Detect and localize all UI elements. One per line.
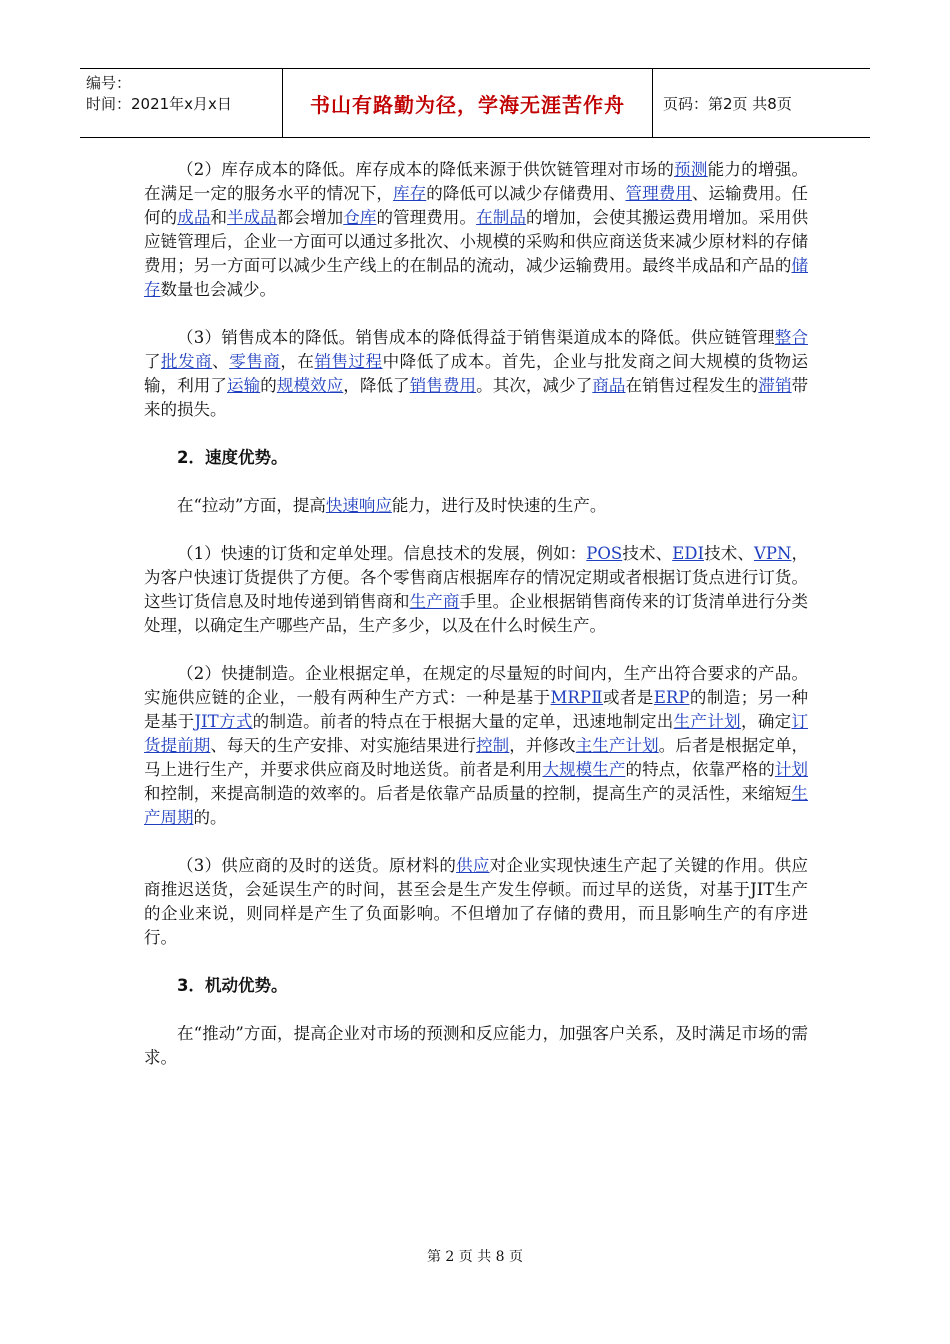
link-supply[interactable]: 供应 xyxy=(456,856,490,875)
document-body xyxy=(144,158,808,1094)
link-wip[interactable]: 在制品 xyxy=(476,208,526,227)
link-mass-production[interactable]: 大规模生产 xyxy=(542,760,626,779)
link-forecast[interactable]: 预测 xyxy=(674,160,708,179)
heading-speed-advantage: 2．速度优势。 xyxy=(177,448,288,467)
link-sales-expense[interactable]: 销售费用 xyxy=(409,376,477,395)
link-management-cost[interactable]: 管理费用 xyxy=(625,184,692,203)
link-semi-finished[interactable]: 半成品 xyxy=(227,208,277,227)
header-meta xyxy=(80,69,283,137)
paragraph-fast-ordering: （1）快速的订货和定单处理。信息技术的发展，例如：POS技术、EDI技术、VPN，为客户快速订货提供了方便。各个零售商店根据库存的情况定期或者根据订货点进行订货。这些订货信息及时地传递到销售商和生产商手里。企业根据销售商传来的订货清单进行分类处理，以确定生产哪些产品，生产多少，以及在什么时候生产。 xyxy=(144,544,809,635)
link-pos[interactable]: POS xyxy=(586,544,623,563)
link-vpn[interactable]: VPN xyxy=(753,544,792,563)
link-jit[interactable]: JIT方式 xyxy=(194,712,253,731)
header-motto: 书山有路勤为径，学海无涯苦作舟 xyxy=(283,69,653,137)
link-storage[interactable]: 储存 xyxy=(144,256,808,299)
header-page-number: 页码：第2页 共8页 xyxy=(663,94,792,113)
link-inventory[interactable]: 库存 xyxy=(393,184,427,203)
link-transport[interactable]: 运输 xyxy=(227,376,261,395)
link-retailer[interactable]: 零售商 xyxy=(229,352,281,371)
link-scale-effect[interactable]: 规模效应 xyxy=(276,376,344,395)
paragraph-push: 在“推动”方面，提高企业对市场的预测和反应能力，加强客户关系，及时满足市场的需求。 xyxy=(144,1024,808,1067)
link-quick-response[interactable]: 快速响应 xyxy=(325,496,392,515)
document-time-label: 时间：2021年x月x日 xyxy=(86,95,232,113)
link-master-schedule[interactable]: 主生产计划 xyxy=(575,736,659,755)
link-lead-time[interactable]: 订货提前期 xyxy=(144,712,809,755)
paragraph-fast-manufacturing: （2）快捷制造。企业根据定单，在规定的尽量短的时间内，生产出符合要求的产品。实施供应链的企业，一般有两种生产方式：一种是基于MRPⅡ或者是ERP的制造；另一种是基于JIT方式的制造。前者的特点在于根据大量的定单，迅速地制定出生产计划，确定订货提前期、每天的生产安排、对实施结果进行控制，并修改主生产计划。后者是根据定单，马上进行生产，并要求供应商及时地送货。前者是利用大规模生产的特点，依靠严格的计划和控制，来提高制造的效率的。后者是依靠产品质量的控制，提高生产的灵活性，来缩短生产周期的。 xyxy=(144,664,809,827)
link-wholesaler[interactable]: 批发商 xyxy=(161,352,213,371)
document-number-label: 编号： xyxy=(86,74,132,92)
paragraph-sales-cost: （3）销售成本的降低。销售成本的降低得益于销售渠道成本的降低。供应链管理整合了批发商、零售商，在销售过程中降低了成本。首先，企业与批发商之间大规模的货物运输，利用了运输的规模效应，降低了销售费用。其次，减少了商品在销售过程发生的滞销带来的损失。 xyxy=(144,328,809,419)
link-mrp2[interactable]: MRPⅡ xyxy=(550,688,604,707)
heading-mobility-advantage: 3．机动优势。 xyxy=(177,976,288,995)
link-finished-goods[interactable]: 成品 xyxy=(177,208,211,227)
page-header xyxy=(80,68,870,138)
link-sales-process[interactable]: 销售过程 xyxy=(314,352,383,371)
link-control[interactable]: 控制 xyxy=(476,736,510,755)
link-erp[interactable]: ERP xyxy=(653,688,690,707)
link-warehouse[interactable]: 仓库 xyxy=(343,208,377,227)
link-edi[interactable]: EDI xyxy=(672,544,704,563)
link-unsalable[interactable]: 滞销 xyxy=(758,376,792,395)
link-integration[interactable]: 整合 xyxy=(774,328,809,347)
link-production-plan[interactable]: 生产计划 xyxy=(673,712,741,731)
link-production-cycle[interactable]: 生产周期 xyxy=(144,784,808,827)
paragraph-pull: 在“拉动”方面，提高快速响应能力，进行及时快速的生产。 xyxy=(177,496,607,515)
link-plan[interactable]: 计划 xyxy=(774,760,809,779)
page-footer: 第 2 页 共 8 页 xyxy=(426,1249,524,1265)
link-goods[interactable]: 商品 xyxy=(592,376,626,395)
paragraph-supplier-delivery: （3）供应商的及时的送货。原材料的供应对企业实现快速生产起了关键的作用。供应商推迟送货，会延误生产的时间，甚至会是生产发生停顿。而过早的送货，对基于JIT生产的企业来说，则同样是产生了负面影响。不但增加了存储的费用，而且影响生产的有序进行。 xyxy=(144,856,809,947)
paragraph-inventory-cost: （2）库存成本的降低。库存成本的降低来源于供饮链管理对市场的预测能力的增强。在满足一定的服务水平的情况下，库存的降低可以减少存储费用、管理费用、运输费用。任何的成品和半成品都会增加仓库的管理费用。在制品的增加，会使其搬运费用增加。采用供应链管理后，企业一方面可以通过多批次、小规模的采购和供应商送货来减少原材料的存储费用；另一方面可以减少生产线上的在制品的流动，减少运输费用。最终半成品和产品的储存数量也会减少。 xyxy=(144,160,809,299)
link-manufacturer[interactable]: 生产商 xyxy=(409,592,460,611)
